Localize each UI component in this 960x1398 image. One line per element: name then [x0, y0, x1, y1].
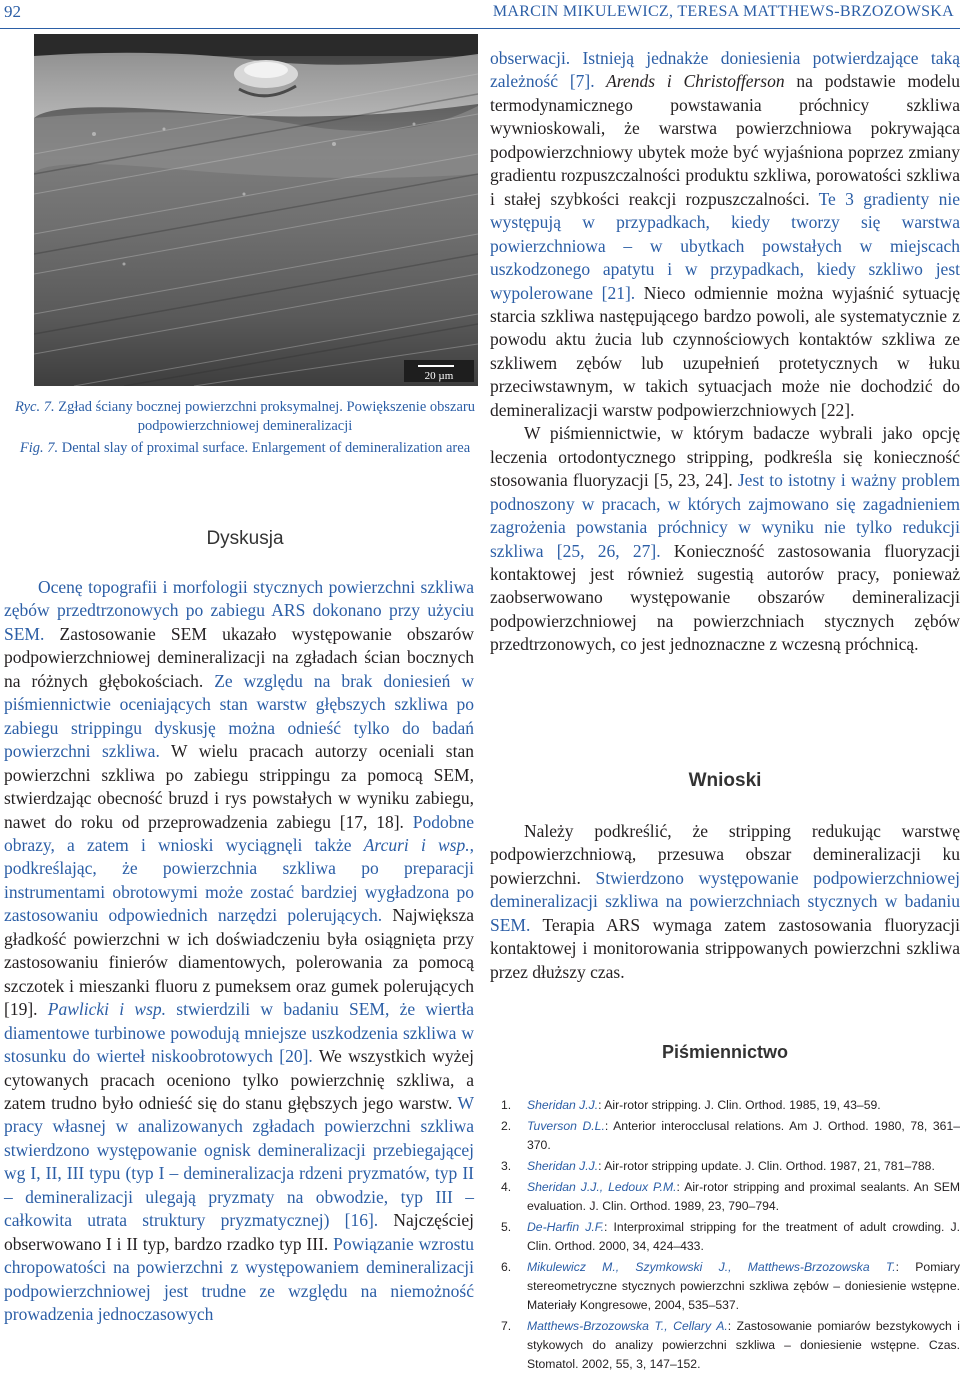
reference-text: : Anterior interocclusal relations. Am J. Orthod. 1980, 78, 361–370. [527, 1119, 960, 1152]
reference-authors: Sheridan J.J., Ledoux P.M. [527, 1180, 677, 1194]
discussion-paragraph [490, 422, 960, 657]
text-run: stwierdzili w badaniu SEM, że wiertła diamentowe turbinowe powodują mniejsze uszkodzenia szkliwa w stosunku do wierteł niskoobrotowych [20]. [4, 999, 474, 1067]
text-run: Ocenę topografii i morfologii stycznych powierzchni szkliwa zębów przedtrzonowych po zabiegu ARS dokonano przy użyciu SEM. [4, 577, 474, 644]
text-run: Te 3 gradienty nie występują w przypadkach, kiedy tworzy się warstwa powierzchniowa – w ubytkach powstałych w miejscach uszkodzonego apatytu i w przypadkach, kiedy szkliwo jest wypolerowane [21]. [490, 188, 960, 303]
section-heading-references: Piśmiennictwo [661, 1042, 789, 1062]
reference-text: : Air-rotor stripping update. J. Clin. Orthod. 1987, 21, 781–788. [598, 1159, 935, 1173]
discussion-left-column [4, 576, 474, 1327]
figure-label-en: Fig. 7. [19, 440, 59, 456]
figure-caption-pl [0, 398, 490, 436]
text-run: We wszystkich wyżej cytowanych pracach oceniono tylko powierzchnię szkliwa, a zatem trudno było odnieść się do stanu głębszych jego warstw. [4, 1046, 474, 1113]
text-run: Stwierdzono występowanie podpowierzchniowej demineralizacji szkliwa na powierzchniach stycznych w badaniu SEM. [490, 867, 960, 935]
text-run: W piśmiennictwie, w którym badacze wybrali jako opcję leczenia ortodontycznego stripping, podkreśla się konieczność stosowania fluoryzacji [5, 23, 24]. [490, 423, 960, 491]
reference-text: : Pomiary stereometryczne stycznych powierzchni szkliwa zębów – doniesienie wstępne. Materiały Kongresowe, 2004, 535–537. [527, 1260, 960, 1312]
section-heading-conclusions: Wnioski [688, 770, 762, 791]
reference-authors: De-Harfin J.F. [527, 1220, 605, 1234]
discussion-right-column [490, 47, 960, 657]
figure-caption-pl-text: Zgład ściany bocznej powierzchni proksymalnej. Powiększenie obszaru podpowierzchniowej demineralizacji [54, 399, 475, 434]
text-run: Największa gładkość powierzchni w ich doświadczeniu była osiągnięta przy zastosowaniu finierów diamentowych, polerowania za pomocą szczotek i mieszanki fluoru z pumeksem oraz gumek polerujących [19]. [4, 905, 475, 1020]
sem-micrograph [34, 34, 478, 386]
text-run: Nieco odmiennie można wyjaśnić sytuację starcia szkliwa następującego bardzo powoli, ale systematycznie z powodu aktu żucia lub czynnościowych kontaktów szkliwa ze szkliwem zębów lub uzupełnień protetycznych w łuku przeciwstawnym, w takich sytuacjach może nie dochodzić do demineralizacji warstw podpowierzchniowych [22]. [490, 282, 960, 420]
section-heading-discussion: Dyskusja [206, 528, 284, 549]
reference-item [498, 1096, 960, 1115]
reference-number: 1. [501, 1098, 512, 1112]
text-run: Zastosowanie SEM ukazało występowanie obszarów podpowierzchniowej demineralizacji na zgładach ścian bocznych na różnych głębokościach. [4, 623, 474, 691]
text-run: W pracy własnej w analizowanych zgładach powierzchni szkliwa stwierdzono występowanie ognisk demineralizacji przebiegającej wg I, II, III typu (typ I – demineralizacja rdzeni pryzmatów, typ II – demineralizacji ulegają pryzmaty na obwodzie, typ III – całkowita utrata struktury pryzmatycznej) [16]. [4, 1092, 474, 1231]
running-authors: MARCIN MIKULEWICZ, TERESA MATTHEWS-BRZOZOWSKA [492, 3, 954, 20]
text-run: Konieczność zastosowania fluoryzacji kontaktowej jest również sugestią autorów pracy, ponieważ zaobserwowano występowanie obszarów demineralizacji podpowierzchniowej na powierzchniach stycznych zębów przedtrzonowych, co jest jednoznaczne z wczesną próchnicą. [490, 540, 960, 655]
reference-text: : Interproximal stripping for the treatment of adult crowding. J. Clin. Orthod. 2000, 34, 424–433. [527, 1220, 960, 1253]
references-list [498, 1096, 960, 1376]
reference-number: 6. [501, 1260, 512, 1274]
sem-micrograph-image [34, 34, 478, 386]
text-run: Powiązanie wzrostu chropowatości na powierzchni z występowaniem demineralizacji podpowierzchniowej jest trudne ze względu na niemożność prowadzenia jednoczasowych [4, 1233, 474, 1325]
text-run: Podobne obrazy, a zatem i wnioski wyciągnęli także [4, 811, 474, 855]
figure-caption-en-text: Dental slay of proximal surface. Enlargement of demineralization area [58, 440, 471, 456]
reference-number: 4. [501, 1180, 512, 1194]
conclusions-body [490, 820, 960, 984]
text-run: na podstawie modelu termodynamicznego powstawania próchnicy szkliwa wywnioskowali, że warstwa powierzchniowa pokrywająca podpowierzchniowy ubytek może być wyjaśniona poprzez zmiany gradientu rozpuszczalności produktu szkliwa, porowatości szkliwa i stałej szybkości reakcji rozpuszczalności. [490, 71, 960, 209]
text-run: Pawlicki i wsp. [37, 999, 167, 1020]
text-run: Jest to istotny i ważny problem podnoszony w pracach, w których zajmowano się zagadnieniem zagrożenia powstania próchnicy w wyniku nie tylko redukcji szkliwa [25, 26, 27]. [490, 470, 960, 561]
reference-item [498, 1317, 960, 1374]
reference-item [498, 1117, 960, 1155]
text-run: W wielu pracach autorzy oceniali stan powierzchni szkliwa po zabiegu strippingu za pomocą SEM, stwierdzając obecność bruzd i rys powstałych w wyniku zabiegu, nawet do roku od przeprowadzenia zabiegu [17, 18]. [4, 741, 475, 832]
reference-number: 5. [501, 1220, 512, 1234]
figure-caption-en [0, 439, 490, 458]
discussion-paragraph [490, 47, 960, 422]
scale-bar-label: 20 µm [424, 370, 454, 382]
reference-item [498, 1157, 960, 1176]
text-run: , podkreślając, że powierzchnia szkliwa po preparacji instrumentami obrotowymi może zostać bardziej wygładzona po zastosowaniu odpowiednich narzędzi polerujących. [4, 834, 474, 926]
reference-authors: Tuverson D.L. [527, 1119, 605, 1133]
text-run: Ze względu na brak doniesień w piśmiennictwie oceniających stan warstw głębszych szkliwa po zabiegu strippingu dyskusję można odnieść tylko do badań powierzchni szkliwa. [4, 670, 475, 762]
reference-authors: Sheridan J.J. [527, 1098, 599, 1112]
reference-item [498, 1178, 960, 1216]
discussion-paragraph [4, 576, 474, 1327]
reference-text: : Air-rotor stripping and proximal sealants. An SEM evaluation. J. Clin. Orthod. 1989, 23, 790–794. [527, 1180, 960, 1213]
text-run: obserwacji. Istnieją jednakże doniesienia potwierdzające taką zależność [7]. [490, 48, 960, 92]
reference-item [498, 1258, 960, 1315]
text-run: Należy podkreślić, że stripping redukując warstwę podpowierzchniową, przesuwa obszar demineralizacji ku powierzchni. [490, 821, 960, 888]
reference-authors: Matthews-Brzozowska T., Cellary A. [527, 1319, 728, 1333]
text-run: Najczęściej obserwowano I i II typ, bardzo rzadko typ III. [4, 1210, 474, 1254]
text-run: Arends i Christofferson [594, 71, 785, 92]
reference-authors: Sheridan J.J. [527, 1159, 599, 1173]
reference-authors: Mikulewicz M., Szymkowski J., Matthews-Brzozowska T. [527, 1260, 896, 1274]
running-header [0, 0, 960, 29]
reference-number: 3. [501, 1159, 512, 1173]
reference-text: : Air-rotor stripping. J. Clin. Orthod. 1985, 19, 43–59. [598, 1098, 881, 1112]
text-run: Arcuri i wsp. [363, 834, 470, 855]
reference-item [498, 1218, 960, 1256]
figure-label-pl: Ryc. 7. [15, 399, 55, 415]
conclusions-paragraph [490, 820, 960, 984]
reference-text: : Zastosowanie pomiarów bezstykowych i stykowych do analizy powierzchni szkliwa – doniesienie wstępne. Czas. Stomatol. 2002, 55, 3, 147–152. [527, 1319, 960, 1371]
reference-number: 7. [501, 1319, 512, 1333]
reference-number: 2. [501, 1119, 512, 1133]
page-number: 92 [4, 2, 21, 21]
text-run: Terapia ARS wymaga zatem zastosowania fluoryzacji kontaktowej i monitorowania strippowanych powierzchni szkliwa przez dłuższy czas. [490, 914, 960, 982]
